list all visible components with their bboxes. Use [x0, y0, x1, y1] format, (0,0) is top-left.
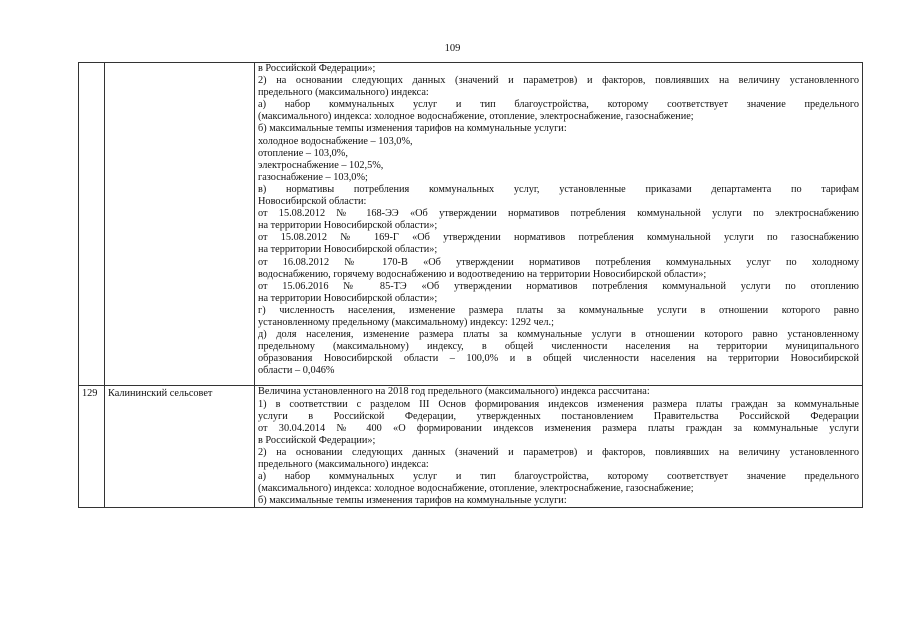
text-line: в) нормативы потребления коммунальных услуг, установленные приказами департамента по тарифам — [258, 183, 859, 195]
text-line: от 30.04.2014 № 400 «О формировании индексов изменения размера платы граждан за коммунальные услуги — [258, 422, 859, 434]
text-line: на территории Новосибирской области»; — [258, 220, 438, 232]
table-row — [79, 63, 863, 386]
text-line: д) доля населения, изменение размера платы за коммунальные услуги в отношении которого равно установленному — [258, 329, 859, 341]
row-number-cell — [79, 63, 105, 386]
cell-bottom-spacing — [258, 377, 859, 385]
text-line: 2) на основании следующих данных (значений и параметров) и факторов, повлиявших на величину установленного — [258, 446, 859, 458]
text-line: Величина установленного на 2018 год предельного (максимального) индекса рассчитана: — [258, 386, 650, 398]
text-line: б) максимальные темпы изменения тарифов на коммунальные услуги: — [258, 123, 567, 135]
text-line: б) максимальные темпы изменения тарифов на коммунальные услуги: — [258, 495, 567, 507]
text-line: на территории Новосибирской области»; — [258, 292, 438, 304]
text-line: газоснабжение – 103,0%; — [258, 171, 368, 183]
text-line: предельного (максимального) индекса: — [258, 459, 429, 470]
text-line: (максимального) индекса: холодное водоснабжение, отопление, электроснабжение, газоснабжение; — [258, 111, 694, 123]
text-line: от 15.08.2012 № 169-Г «Об утверждении нормативов потребления коммунальной услуги по газоснабжению — [258, 232, 859, 244]
text-line: электроснабжение – 102,5%, — [258, 159, 384, 171]
text-line: услуги в Российской Федерации, утвержденных постановлением Правительства Российской Федерации — [258, 410, 859, 422]
text-line: а) набор коммунальных услуг и тип благоустройства, которому соответствует значение предельного — [258, 99, 859, 111]
calculation-text-cell — [255, 386, 863, 508]
text-line: предельного (максимального) индекса: — [258, 87, 429, 99]
document-table — [78, 62, 863, 508]
text-line: 1) в соответствии с разделом III Основ формирования индексов изменения размера платы граждан за коммунальные — [258, 398, 859, 410]
text-line: от 15.08.2012 № 168-ЭЭ «Об утверждении нормативов потребления коммунальной услуги по электроснабжению — [258, 208, 859, 220]
text-line: от 15.06.2016 № 85-ТЭ «Об утверждении нормативов потребления коммунальной услуги по отоплению — [258, 280, 859, 292]
text-line: в Российской Федерации»; — [258, 63, 376, 74]
text-line: в Российской Федерации»; — [258, 434, 376, 446]
page-number: 109 — [444, 43, 461, 54]
municipality-name-cell: Калининский сельсовет — [105, 386, 255, 508]
text-line: а) набор коммунальных услуг и тип благоустройства, которому соответствует значение предельного — [258, 471, 859, 483]
calculation-text-cell — [255, 63, 863, 386]
row-number-cell: 129 — [79, 386, 105, 508]
text-line: предельному (максимальному) индексу, в общей численности населения на территории муниципального — [258, 341, 859, 353]
text-line: водоснабжению, горячему водоснабжению и водоотведению на территории Новосибирской области»; — [258, 268, 707, 280]
text-line: установленному предельному (максимальному) индексу: 1292 чел.; — [258, 316, 554, 328]
text-line: на территории Новосибирской области»; — [258, 244, 438, 256]
text-line: 2) на основании следующих данных (значений и параметров) и факторов, повлиявших на величину установленного — [258, 75, 859, 87]
text-line: г) численность населения, изменение размера платы за коммунальные услуги в отношении которого равно — [258, 304, 859, 316]
text-line: от 16.08.2012 № 170-В «Об утверждении нормативов потребления коммунальных услуг по холодному — [258, 256, 859, 268]
text-line: отопление – 103,0%, — [258, 147, 348, 159]
municipality-name-cell — [105, 63, 255, 386]
text-line: холодное водоснабжение – 103,0%, — [258, 135, 413, 147]
text-line: образования Новосибирской области – 100,0% и в общей численности населения на территории Новосибирской — [258, 353, 859, 365]
text-line: Новосибирской области: — [258, 196, 367, 208]
table-row — [79, 386, 863, 508]
text-line: (максимального) индекса: холодное водоснабжение, отопление, электроснабжение, газоснабжение; — [258, 483, 694, 495]
text-line: области – 0,046% — [258, 365, 335, 377]
